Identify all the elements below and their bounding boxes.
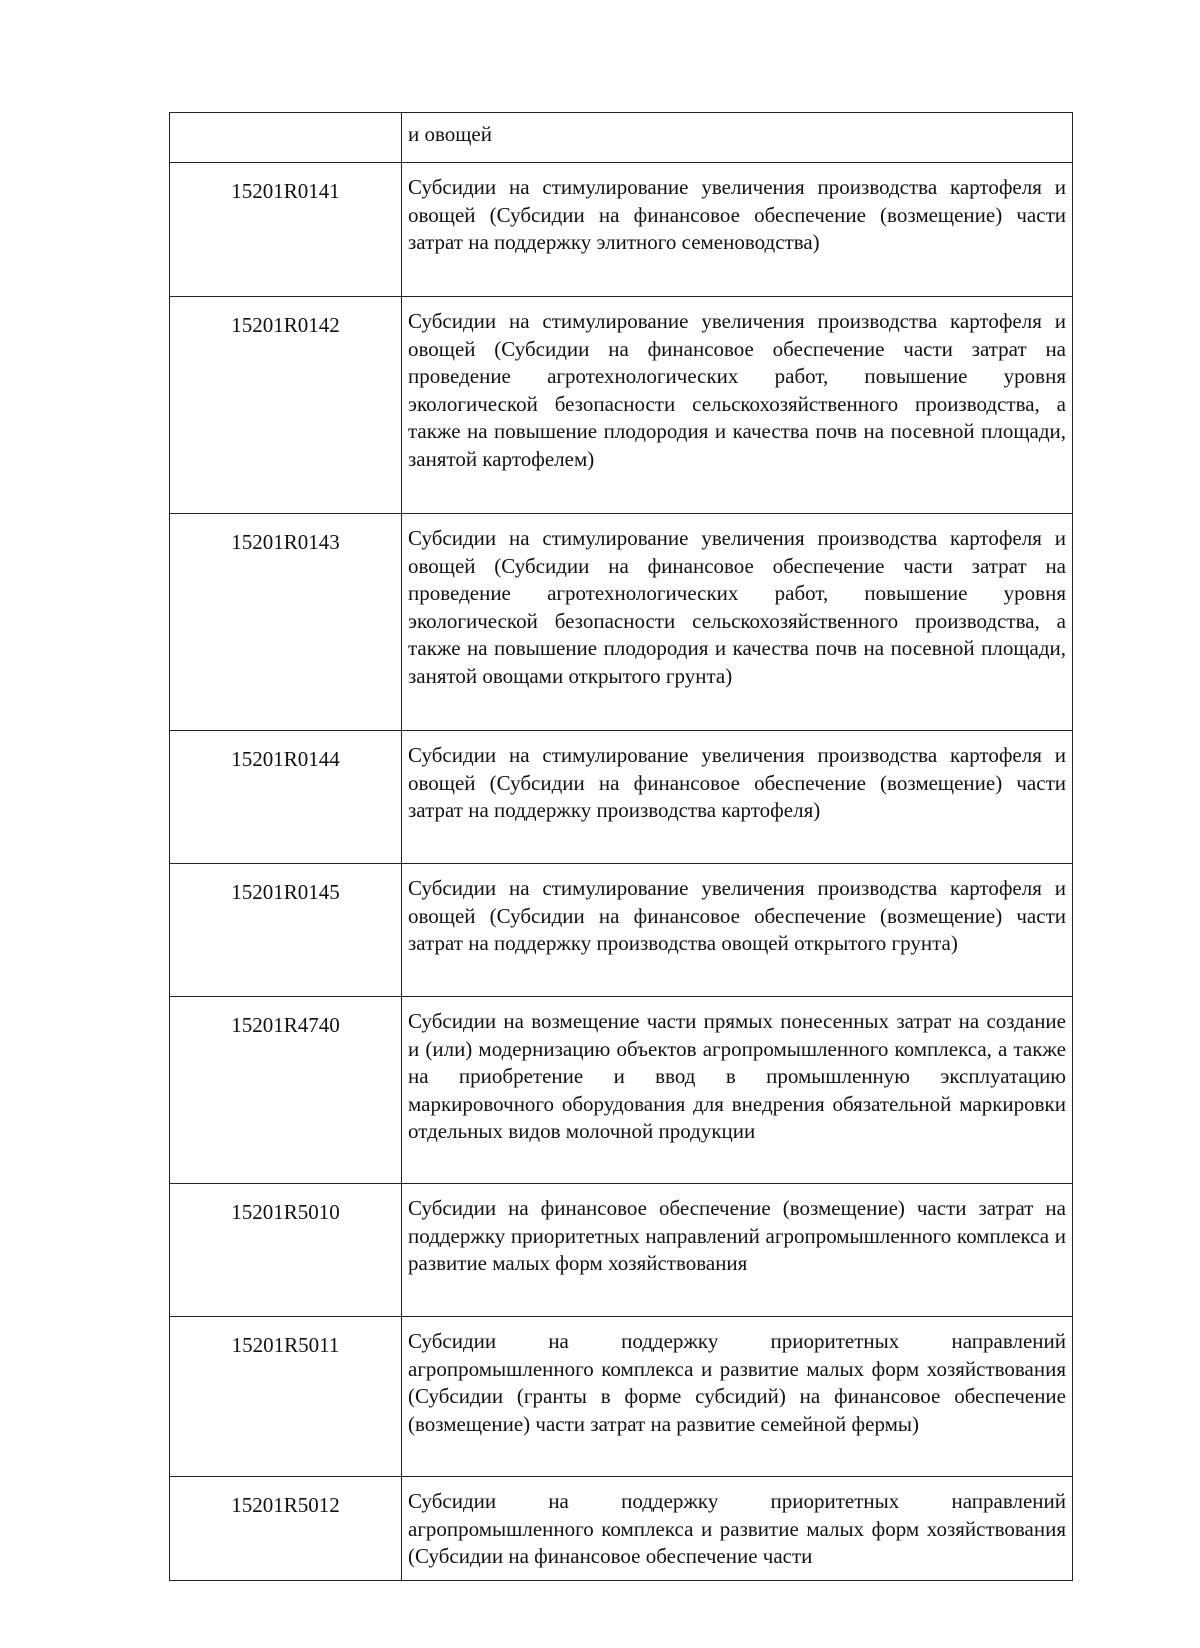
description-cell: Субсидии на возмещение части прямых понесенных затрат на создание и (или) модернизацию объектов агропромышленного комплекса, а также на приобретение и ввод в промышленную эксплуатацию маркировочного оборудования для внедрения обязательной маркировки отдельных видов молочной продукции [402,997,1073,1184]
description-cell: Субсидии на стимулирование увеличения производства картофеля и овощей (Субсидии на финансовое обеспечение (возмещение) части затрат на поддержку производства картофеля) [402,731,1073,864]
description-cell: и овощей [402,113,1073,163]
code-cell: 15201R4740 [170,997,402,1184]
table-row [170,163,1073,297]
description-cell: Субсидии на стимулирование увеличения производства картофеля и овощей (Субсидии на финансовое обеспечение части затрат на проведение агротехнологических работ, повышение уровня экологической безопасности сельскохозяйственного производства, а также на повышение плодородия и качества почв на посевной площади, занятой картофелем) [402,297,1073,514]
description-cell: Субсидии на финансовое обеспечение (возмещение) части затрат на поддержку приоритетных направлений агропромышленного комплекса и развитие малых форм хозяйствования [402,1184,1073,1317]
table-row [170,864,1073,997]
code-cell: 15201R5011 [170,1317,402,1477]
budget-codes-table [169,112,1073,1581]
table-row [170,1317,1073,1477]
description-cell: Субсидии на стимулирование увеличения производства картофеля и овощей (Субсидии на финансовое обеспечение (возмещение) части затрат на поддержку производства овощей открытого грунта) [402,864,1073,997]
code-cell: 15201R0143 [170,514,402,731]
table-row [170,1477,1073,1581]
table-row [170,1184,1073,1317]
description-cell: Субсидии на поддержку приоритетных направлений агропромышленного комплекса и развитие малых форм хозяйствования (Субсидии (гранты в форме субсидий) на финансовое обеспечение (возмещение) части затрат на развитие семейной фермы) [402,1317,1073,1477]
code-cell: 15201R0142 [170,297,402,514]
code-cell: 15201R5012 [170,1477,402,1581]
table-row [170,297,1073,514]
table-row [170,514,1073,731]
code-cell: 15201R0144 [170,731,402,864]
description-cell: Субсидии на стимулирование увеличения производства картофеля и овощей (Субсидии на финансовое обеспечение части затрат на проведение агротехнологических работ, повышение уровня экологической безопасности сельскохозяйственного производства, а также на повышение плодородия и качества почв на посевной площади, занятой овощами открытого грунта) [402,514,1073,731]
code-cell: 15201R5010 [170,1184,402,1317]
description-cell: Субсидии на поддержку приоритетных направлений агропромышленного комплекса и развитие малых форм хозяйствования (Субсидии на финансовое обеспечение части [402,1477,1073,1581]
code-cell: 15201R0145 [170,864,402,997]
code-cell [170,113,402,163]
table-row [170,113,1073,163]
description-cell: Субсидии на стимулирование увеличения производства картофеля и овощей (Субсидии на финансовое обеспечение (возмещение) части затрат на поддержку элитного семеноводства) [402,163,1073,297]
code-cell: 15201R0141 [170,163,402,297]
table-row [170,731,1073,864]
table-row [170,997,1073,1184]
